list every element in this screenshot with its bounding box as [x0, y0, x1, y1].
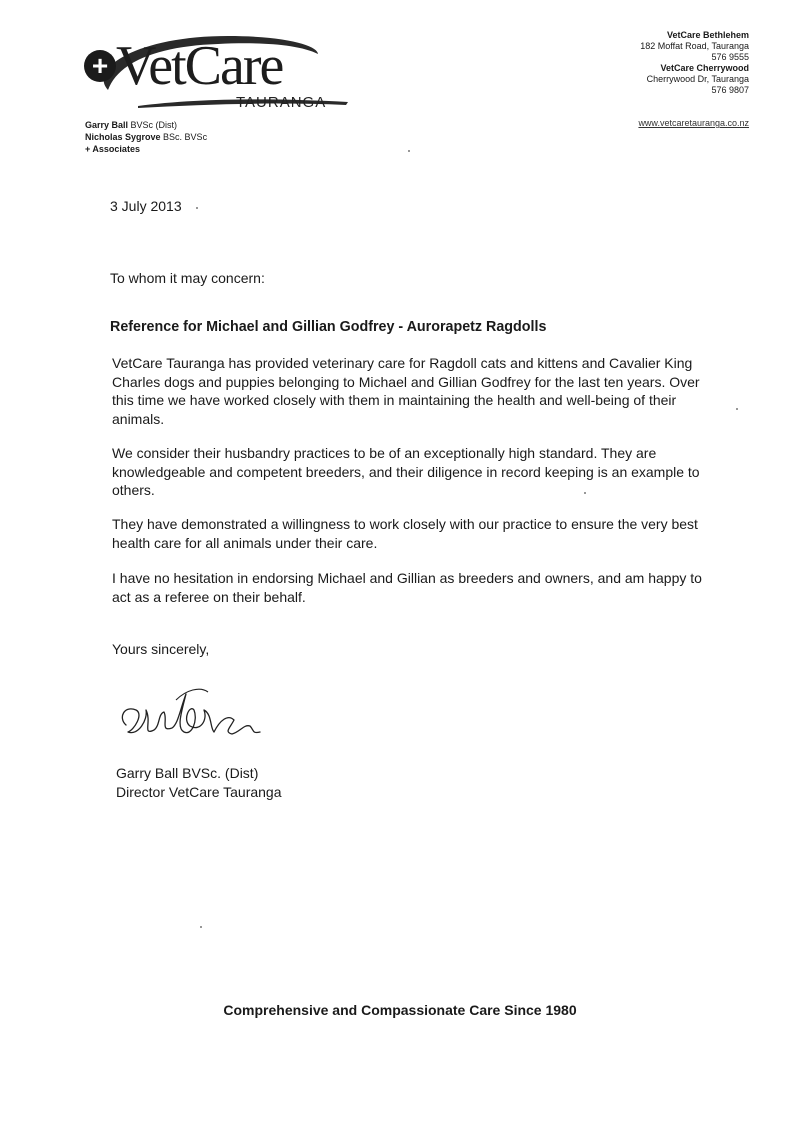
- body-paragraph: VetCare Tauranga has provided veterinary care for Ragdoll cats and kittens and Cavalier King Charles dogs and puppies belonging to Michael and Gillian Godfrey for the last ten years. Over this time we have worked closely with them in maintaining the health and well-being of their animals.: [112, 355, 700, 427]
- scan-speck: [200, 926, 202, 928]
- vet-quals: BSc. BVSc: [163, 132, 208, 142]
- vet-name: Garry Ball: [85, 120, 129, 130]
- closing: Yours sincerely,: [112, 641, 210, 657]
- branch-name: VetCare Cherrywood: [660, 63, 749, 73]
- letter-subject: Reference for Michael and Gillian Godfrey - Aurorapetz Ragdolls: [110, 319, 547, 335]
- scan-speck: [196, 207, 198, 209]
- body-paragraph: They have demonstrated a willingness to work closely with our practice to ensure the very best health care for all animals under their care.: [112, 516, 698, 551]
- vet-line: [85, 119, 207, 131]
- vet-name: + Associates: [85, 144, 140, 154]
- logo-brand: VetCare: [116, 35, 283, 97]
- signer-name: Garry Ball BVSc. (Dist): [116, 765, 259, 781]
- scan-speck: [736, 408, 738, 410]
- branch-name: VetCare Bethlehem: [666, 30, 749, 40]
- handwritten-signature: [116, 680, 266, 748]
- vet-quals: BVSc (Dist): [130, 120, 178, 130]
- website-link[interactable]: www.vetcaretauranga.co.nz: [638, 118, 749, 128]
- cross-in-circle-icon: +: [84, 50, 116, 82]
- signer-block: [116, 764, 282, 802]
- vetcare-logo: [78, 28, 358, 116]
- branch-phone: 576 9807: [711, 85, 749, 95]
- scan-speck: [408, 150, 410, 152]
- vet-line: [85, 143, 207, 155]
- vet-line: [85, 131, 207, 143]
- vet-name: Nicholas Sygrove: [85, 132, 161, 142]
- scan-speck: [584, 492, 586, 494]
- body-paragraph: I have no hesitation in endorsing Michael and Gillian as breeders and owners, and am happy to act as a referee on their behalf.: [112, 570, 702, 605]
- salutation: To whom it may concern:: [110, 270, 265, 286]
- vets-list: [85, 119, 207, 155]
- letter-date: 3 July 2013: [110, 198, 182, 214]
- footer-tagline: Comprehensive and Compassionate Care Since 1980: [223, 1002, 577, 1018]
- branch-address: 182 Moffat Road, Tauranga: [640, 41, 749, 51]
- body-paragraph: We consider their husbandry practices to be of an exceptionally high standard. They are knowledgeable and competent breeders, and their diligence in record keeping is an example to others.: [112, 445, 700, 498]
- branch-phone: 576 9555: [711, 52, 749, 62]
- logo-location: TAURANGA: [236, 94, 327, 111]
- branch-address: Cherrywood Dr, Tauranga: [646, 74, 749, 84]
- signer-title: Director VetCare Tauranga: [116, 784, 282, 800]
- branch-addresses: [640, 30, 749, 96]
